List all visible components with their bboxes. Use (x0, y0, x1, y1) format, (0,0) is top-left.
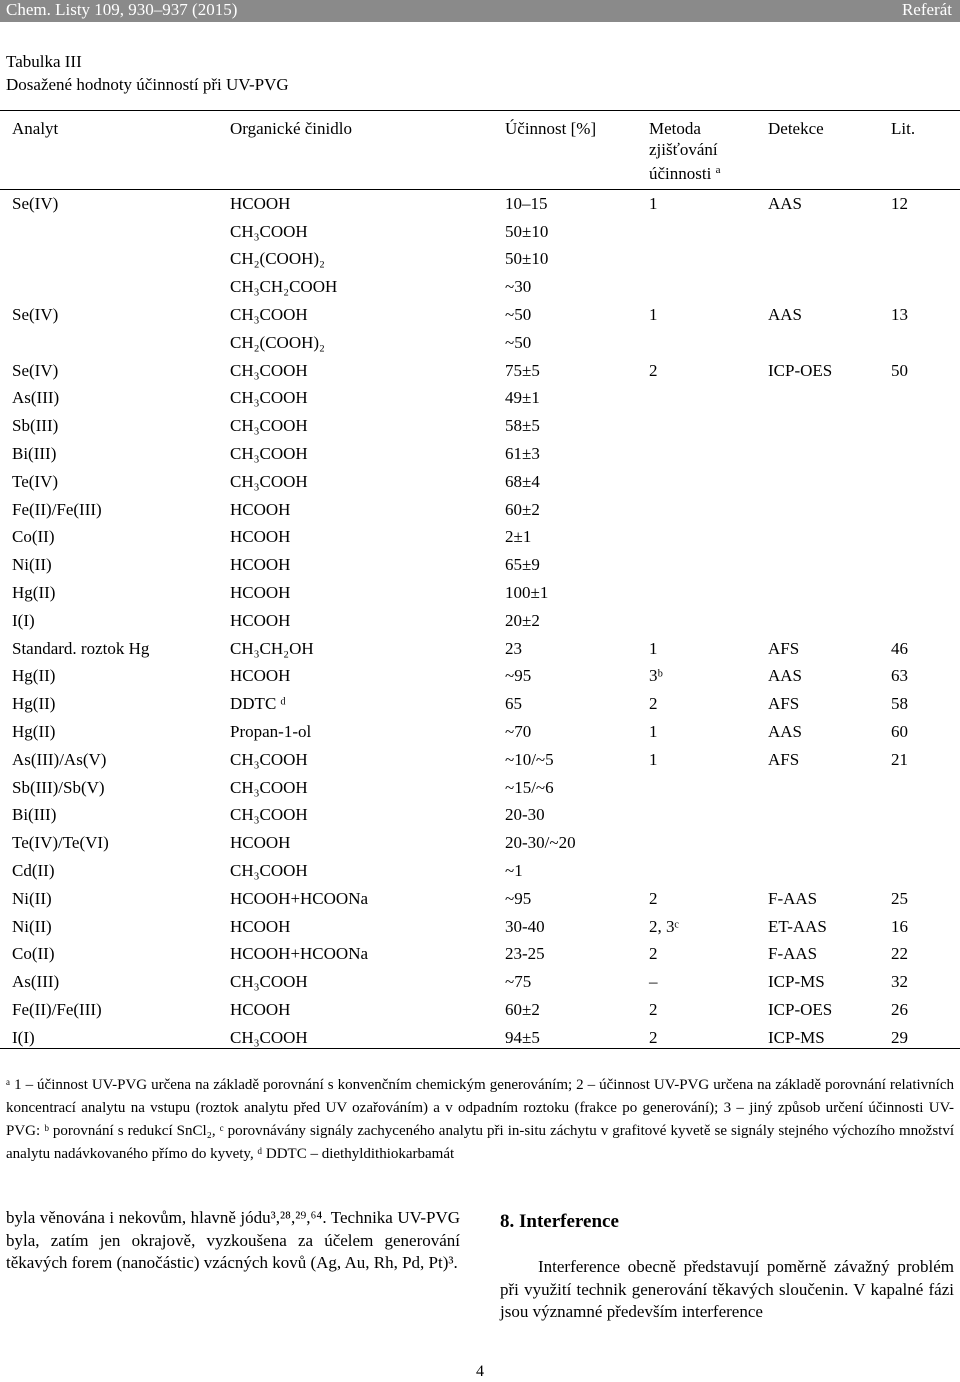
cell-detekce (768, 385, 891, 413)
cell-lit: 46 (891, 638, 908, 658)
cell-cinidlo: HCOOH (230, 527, 291, 547)
table-row (0, 1024, 960, 1052)
cell-analyt: Fe(II)/Fe(III) (12, 499, 102, 519)
cell-cinidlo: HCOOH (230, 610, 291, 630)
cell-cinidlo: DDTC ᵈ (230, 694, 286, 714)
cell-analyt (0, 329, 230, 357)
cell-analyt: As(III)/As(V) (12, 749, 107, 769)
table-row (0, 690, 960, 718)
table-header-row (0, 118, 960, 190)
cell-analyt: Fe(II)/Fe(III) (12, 1000, 102, 1019)
cell-ucinnost: 75±5 (505, 360, 540, 380)
cell-analyt: I(I) (12, 610, 35, 630)
page-header (0, 0, 960, 22)
cell-cinidlo: CH₃COOH (230, 388, 308, 408)
cell-lit (891, 579, 960, 607)
cell-analyt: Se(IV) (12, 193, 59, 213)
cell-analyt: Se(IV) (12, 360, 59, 380)
cell-analyt: Sb(III) (12, 416, 59, 436)
cell-ucinnost: 20-30/~20 (505, 833, 576, 853)
cell-detekce: AFS (768, 638, 800, 658)
cell-analyt (0, 218, 230, 246)
cell-metoda (649, 412, 768, 440)
cell-ucinnost: ~50 (505, 332, 532, 352)
cell-detekce: AAS (768, 722, 803, 742)
table-row (0, 273, 960, 301)
cell-ucinnost: ~1 (505, 861, 523, 881)
cell-metoda: – (649, 972, 658, 992)
cell-lit (891, 829, 960, 857)
cell-lit (891, 246, 960, 274)
cell-detekce: ICP-MS (768, 1027, 825, 1047)
cell-detekce: ICP-OES (768, 360, 833, 380)
cell-analyt: Ni(II) (12, 555, 52, 575)
cell-detekce: ET-AAS (768, 916, 827, 936)
cell-ucinnost: 61±3 (505, 444, 540, 464)
cell-detekce: AAS (768, 305, 803, 325)
cell-ucinnost: 100±1 (505, 583, 549, 603)
cell-metoda: 2 (649, 1000, 658, 1019)
cell-metoda: 2 (649, 694, 658, 714)
cell-ucinnost: 10–15 (505, 193, 548, 213)
cell-lit (891, 524, 960, 552)
cell-ucinnost: ~95 (505, 666, 532, 686)
cell-detekce (768, 802, 891, 830)
cell-lit: 58 (891, 694, 908, 714)
cell-lit (891, 385, 960, 413)
cell-metoda (649, 329, 768, 357)
cell-cinidlo: CH₃COOH (230, 305, 308, 325)
table-row (0, 412, 960, 440)
cell-detekce: AFS (768, 694, 800, 714)
table-row (0, 885, 960, 913)
cell-metoda (649, 829, 768, 857)
cell-analyt: Hg(II) (12, 722, 56, 742)
table-row (0, 913, 960, 941)
cell-metoda: 1 (649, 305, 658, 325)
cell-cinidlo: HCOOH (230, 583, 291, 603)
cell-cinidlo: HCOOH (230, 833, 291, 853)
cell-analyt: Sb(III)/Sb(V) (12, 777, 105, 797)
cell-lit: 32 (891, 972, 908, 992)
cell-detekce: ICP-MS (768, 972, 825, 992)
cell-metoda (649, 551, 768, 579)
cell-detekce (768, 607, 891, 635)
cell-ucinnost: 60±2 (505, 1000, 540, 1019)
cell-metoda (649, 440, 768, 468)
cell-ucinnost: 68±4 (505, 471, 540, 491)
cell-ucinnost: 60±2 (505, 499, 540, 519)
table-row (0, 246, 960, 274)
cell-detekce (768, 329, 891, 357)
cell-cinidlo: HCOOH (230, 1000, 291, 1019)
cell-cinidlo: CH₃COOH (230, 749, 308, 769)
cell-ucinnost: ~95 (505, 888, 532, 908)
cell-metoda: 2 (649, 360, 658, 380)
table-row (0, 635, 960, 663)
cell-cinidlo: CH₂(COOH)₂ (230, 249, 325, 269)
cell-metoda (649, 496, 768, 524)
cell-analyt: As(III) (12, 388, 60, 408)
cell-analyt: As(III) (12, 972, 60, 992)
table-row (0, 941, 960, 969)
table-caption-title: Tabulka III (6, 52, 82, 71)
cell-cinidlo: CH₃COOH (230, 777, 308, 797)
cell-metoda (649, 468, 768, 496)
col-metoda-footnote-mark: a (715, 164, 721, 176)
col-detekce: Detekce (768, 119, 824, 138)
cell-cinidlo: HCOOH (230, 666, 291, 686)
cell-analyt: I(I) (12, 1027, 35, 1047)
cell-detekce (768, 551, 891, 579)
cell-metoda (649, 607, 768, 635)
table-row (0, 802, 960, 830)
cell-detekce (768, 218, 891, 246)
cell-metoda (649, 273, 768, 301)
cell-analyt: Te(IV)/Te(VI) (12, 833, 109, 853)
cell-lit: 13 (891, 305, 908, 325)
col-metoda-line3: účinnosti (649, 164, 712, 183)
cell-lit: 16 (891, 916, 908, 936)
cell-detekce: AFS (768, 749, 800, 769)
cell-detekce (768, 440, 891, 468)
cell-lit: 29 (891, 1027, 908, 1047)
table-row (0, 551, 960, 579)
col-metoda-line1: Metoda (649, 119, 701, 138)
cell-lit (891, 440, 960, 468)
cell-lit (891, 412, 960, 440)
cell-metoda: 1 (649, 638, 658, 658)
cell-ucinnost: 50±10 (505, 249, 549, 269)
table-row (0, 829, 960, 857)
table-row (0, 329, 960, 357)
cell-lit (891, 607, 960, 635)
table-footnote: ᵃ 1 – účinnost UV-PVG určena na základě porovnání s konvenčním chemickým generováním; 2 – účinnost UV-PVG určena na základě porovnání relativních koncentrací analytu na vstupu (roztok analytu před UV ozařováním) a v odpadním roztoku (frakce po generování); 3 – jiný způsob určení účinnosti UV-PVG: ᵇ porovnání s redukcí SnCl₂, ᶜ porovnávány signály zachyceného analytu při in-situ záchytu v grafitové kyvetě se signály stejného výchozího množství analytu nadávkovaného přímo do kyvety, ᵈ DDTC – diethyldithiokarbamát (6, 1077, 954, 1162)
cell-cinidlo: Propan-1-ol (230, 722, 312, 742)
cell-ucinnost: ~15/~6 (505, 777, 554, 797)
cell-cinidlo: HCOOH (230, 193, 291, 213)
cell-detekce (768, 857, 891, 885)
cell-analyt: Cd(II) (12, 861, 55, 881)
cell-analyt: Se(IV) (12, 305, 59, 325)
table-row (0, 579, 960, 607)
cell-cinidlo: CH₃COOH (230, 221, 308, 241)
cell-metoda (649, 246, 768, 274)
cell-analyt (0, 273, 230, 301)
cell-metoda: 1 (649, 722, 658, 742)
cell-analyt (0, 246, 230, 274)
cell-analyt: Ni(II) (12, 888, 52, 908)
table-row (0, 996, 960, 1024)
cell-ucinnost: ~10/~5 (505, 749, 554, 769)
cell-ucinnost: 65 (505, 694, 522, 714)
cell-analyt: Ni(II) (12, 916, 52, 936)
cell-detekce (768, 579, 891, 607)
cell-ucinnost: 23-25 (505, 944, 545, 964)
cell-lit: 50 (891, 360, 908, 380)
table-row (0, 857, 960, 885)
cell-lit: 22 (891, 944, 908, 964)
journal-citation: Chem. Listy 109, 930–937 (2015) (6, 0, 238, 19)
cell-analyt: Co(II) (12, 944, 55, 964)
cell-cinidlo: CH₂(COOH)₂ (230, 332, 325, 352)
cell-ucinnost: 49±1 (505, 388, 540, 408)
cell-lit (891, 273, 960, 301)
efficiency-table (0, 118, 960, 1052)
cell-metoda (649, 385, 768, 413)
table-row (0, 468, 960, 496)
cell-detekce: F-AAS (768, 888, 818, 908)
col-analyt: Analyt (12, 119, 59, 138)
col-metoda (649, 118, 768, 190)
cell-cinidlo: CH₃COOH (230, 416, 308, 436)
cell-lit (891, 468, 960, 496)
cell-detekce: AAS (768, 666, 803, 686)
table-row (0, 496, 960, 524)
cell-lit (891, 496, 960, 524)
left-column-text: byla věnována i nekovům, hlavně jódu³,²⁸,²⁹,⁶⁴. Technika UV-PVG byla, zatím jen okrajově, vyzkoušena za účelem generování těkavých forem (nanočástic) vzácných kovů (Ag, Au, Rh, Pd, Pt)³. (6, 1208, 460, 1272)
cell-metoda: 3ᵇ (649, 666, 663, 686)
cell-cinidlo: CH₃COOH (230, 805, 308, 825)
cell-analyt: Co(II) (12, 527, 55, 547)
table-body (0, 190, 960, 1052)
cell-metoda (649, 857, 768, 885)
cell-metoda: 1 (649, 749, 658, 769)
cell-cinidlo: HCOOH+HCOONa (230, 888, 369, 908)
table-row (0, 440, 960, 468)
cell-analyt: Standard. roztok Hg (12, 638, 150, 658)
cell-ucinnost: 23 (505, 638, 522, 658)
cell-ucinnost: 2±1 (505, 527, 532, 547)
col-ucinnost: Účinnost [%] (505, 119, 597, 138)
cell-lit: 21 (891, 749, 908, 769)
table-row (0, 663, 960, 691)
cell-cinidlo: HCOOH (230, 555, 291, 575)
col-metoda-line2: zjišťování (649, 140, 718, 159)
cell-ucinnost: 50±10 (505, 221, 549, 241)
cell-cinidlo: CH₃COOH (230, 861, 308, 881)
table-row (0, 524, 960, 552)
cell-cinidlo: CH₃COOH (230, 360, 308, 380)
table-row (0, 218, 960, 246)
cell-detekce: F-AAS (768, 944, 818, 964)
cell-ucinnost: ~50 (505, 305, 532, 325)
cell-detekce: AAS (768, 193, 803, 213)
col-lit: Lit. (891, 119, 916, 138)
cell-ucinnost: 58±5 (505, 416, 540, 436)
section-heading: 8. Interference (500, 1211, 619, 1232)
cell-detekce (768, 468, 891, 496)
cell-metoda: 2 (649, 1027, 658, 1047)
cell-detekce (768, 774, 891, 802)
right-column-text: Interference obecně představují poměrně závažný problém při využití technik generování těkavých sloučenin. V kapalné fázi jsou významné především interference (500, 1257, 954, 1321)
section-label: Referát (901, 0, 952, 19)
cell-ucinnost: 94±5 (505, 1027, 540, 1047)
cell-lit: 26 (891, 1000, 908, 1019)
cell-ucinnost: 20±2 (505, 610, 540, 630)
cell-cinidlo: CH₃CH₂OH (230, 638, 314, 658)
cell-analyt: Hg(II) (12, 694, 56, 714)
cell-detekce (768, 412, 891, 440)
cell-lit (891, 218, 960, 246)
page-number: 4 (476, 1363, 484, 1380)
table-row (0, 968, 960, 996)
cell-cinidlo: HCOOH (230, 499, 291, 519)
cell-metoda: 2, 3ᶜ (649, 916, 679, 936)
table-row (0, 385, 960, 413)
cell-detekce: ICP-OES (768, 1000, 833, 1019)
cell-analyt: Bi(III) (12, 444, 57, 464)
table-row (0, 607, 960, 635)
cell-cinidlo: CH₃COOH (230, 972, 308, 992)
cell-lit (891, 857, 960, 885)
cell-analyt: Bi(III) (12, 805, 57, 825)
cell-metoda (649, 579, 768, 607)
cell-metoda (649, 774, 768, 802)
cell-cinidlo: CH₃COOH (230, 444, 308, 464)
table-caption-text: Dosažené hodnoty účinností při UV-PVG (6, 75, 289, 94)
cell-ucinnost: ~75 (505, 972, 532, 992)
cell-lit: 60 (891, 722, 908, 742)
cell-cinidlo: CH₃COOH (230, 1027, 308, 1047)
cell-ucinnost: 65±9 (505, 555, 540, 575)
table-row (0, 190, 960, 218)
cell-detekce (768, 273, 891, 301)
cell-cinidlo: CH₃CH₂COOH (230, 277, 338, 297)
cell-detekce (768, 524, 891, 552)
cell-detekce (768, 496, 891, 524)
cell-metoda (649, 802, 768, 830)
cell-lit: 12 (891, 193, 908, 213)
cell-lit (891, 802, 960, 830)
cell-analyt: Hg(II) (12, 666, 56, 686)
table-top-rule (0, 110, 960, 111)
table-row (0, 774, 960, 802)
cell-analyt: Te(IV) (12, 471, 59, 491)
cell-cinidlo: HCOOH (230, 916, 291, 936)
table-row (0, 746, 960, 774)
cell-detekce (768, 829, 891, 857)
cell-metoda: 1 (649, 193, 658, 213)
table-row (0, 718, 960, 746)
cell-lit (891, 329, 960, 357)
cell-metoda (649, 524, 768, 552)
cell-metoda (649, 218, 768, 246)
cell-lit: 25 (891, 888, 908, 908)
cell-ucinnost: ~70 (505, 722, 532, 742)
table-row (0, 301, 960, 329)
table-row (0, 357, 960, 385)
cell-metoda: 2 (649, 888, 658, 908)
cell-analyt: Hg(II) (12, 583, 56, 603)
col-cinidlo: Organické činidlo (230, 119, 352, 138)
cell-lit: 63 (891, 666, 908, 686)
cell-ucinnost: 20-30 (505, 805, 545, 825)
cell-lit (891, 774, 960, 802)
cell-lit (891, 551, 960, 579)
cell-detekce (768, 246, 891, 274)
cell-ucinnost: ~30 (505, 277, 532, 297)
cell-metoda: 2 (649, 944, 658, 964)
cell-ucinnost: 30-40 (505, 916, 545, 936)
cell-cinidlo: HCOOH+HCOONa (230, 944, 369, 964)
cell-cinidlo: CH₃COOH (230, 471, 308, 491)
